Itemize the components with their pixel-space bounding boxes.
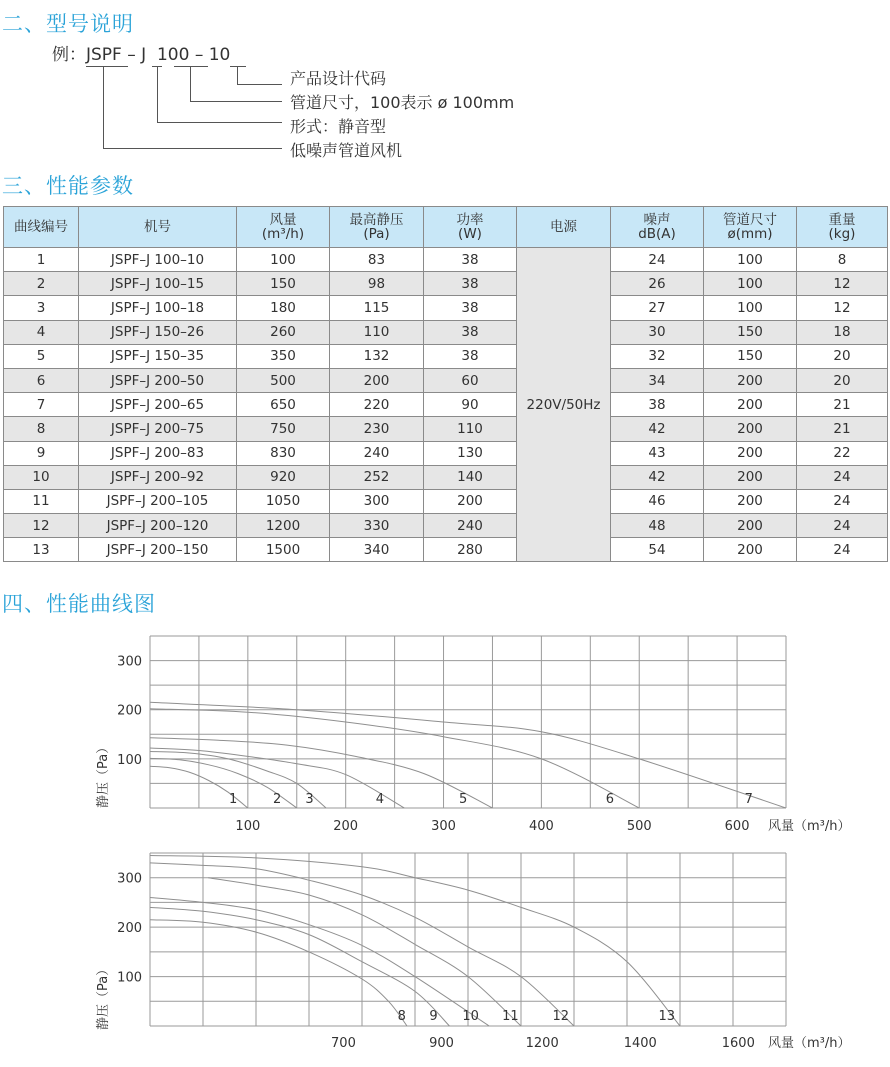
cell-noise: 32 — [611, 344, 704, 368]
cell-pressure: 230 — [330, 417, 424, 441]
x-tick-label: 600 — [724, 819, 750, 834]
cell-pressure: 115 — [330, 296, 424, 320]
cell-weight: 24 — [797, 538, 888, 562]
cell-no: 13 — [4, 538, 79, 562]
cell-weight: 21 — [797, 393, 888, 417]
curve-label-13: 13 — [658, 1009, 676, 1025]
cell-no: 2 — [4, 272, 79, 296]
cell-no: 8 — [4, 417, 79, 441]
y-tick-label: 200 — [117, 703, 142, 719]
y-tick-label: 100 — [117, 970, 142, 986]
cell-airflow: 750 — [237, 417, 330, 441]
cell-duct: 200 — [704, 489, 797, 513]
y-tick-label: 100 — [117, 752, 142, 768]
cell-noise: 43 — [611, 441, 704, 465]
curve-label-1: 1 — [229, 792, 238, 808]
cell-no: 12 — [4, 514, 79, 538]
curve-label-4: 4 — [375, 792, 385, 808]
cell-power: 90 — [424, 393, 517, 417]
cell-duct: 200 — [704, 538, 797, 562]
cell-duct: 200 — [704, 441, 797, 465]
cell-airflow: 1500 — [237, 538, 330, 562]
x-tick-label: 300 — [431, 819, 456, 834]
cell-no: 5 — [4, 344, 79, 368]
cell-noise: 46 — [611, 489, 704, 513]
col-header-power-supply: 电源 — [517, 207, 611, 248]
cell-duct: 200 — [704, 417, 797, 441]
curve-label-2: 2 — [273, 792, 282, 808]
section-heading-curves: 四、性能曲线图 — [2, 592, 156, 616]
cell-pressure: 132 — [330, 344, 424, 368]
desc-form: 形式：静音型 — [290, 117, 387, 136]
cell-duct: 150 — [704, 344, 797, 368]
cell-power: 130 — [424, 441, 517, 465]
cell-weight: 24 — [797, 489, 888, 513]
cell-model: JSPF–J 100–10 — [79, 248, 237, 272]
cell-weight: 12 — [797, 272, 888, 296]
cell-airflow: 650 — [237, 393, 330, 417]
cell-weight: 20 — [797, 368, 888, 392]
cell-duct: 100 — [704, 296, 797, 320]
curve-label-5: 5 — [458, 792, 468, 808]
cell-weight: 18 — [797, 320, 888, 344]
chart1-ylabel: 静压（Pa） — [96, 740, 111, 808]
cell-pressure: 200 — [330, 368, 424, 392]
cell-pressure: 110 — [330, 320, 424, 344]
cell-noise: 42 — [611, 417, 704, 441]
cell-noise: 34 — [611, 368, 704, 392]
curve-label-6: 6 — [605, 792, 615, 808]
cell-no: 11 — [4, 489, 79, 513]
col-header-model: 机号 — [79, 207, 237, 248]
cell-model: JSPF–J 200–75 — [79, 417, 237, 441]
curve-label-9: 9 — [429, 1009, 438, 1025]
cell-no: 10 — [4, 465, 79, 489]
cell-pressure: 83 — [330, 248, 424, 272]
x-tick-label: 100 — [235, 819, 261, 834]
x-tick-label: 900 — [429, 1036, 454, 1051]
cell-pressure: 330 — [330, 514, 424, 538]
example-code: JSPF – J 100 – 10 — [86, 45, 231, 65]
desc-duct-size: 管道尺寸，100表示 ø 100mm — [290, 93, 515, 112]
cell-no: 4 — [4, 320, 79, 344]
curve-5 — [150, 738, 493, 808]
curve-label-11: 11 — [502, 1009, 519, 1025]
cell-duct: 200 — [704, 368, 797, 392]
cell-noise: 54 — [611, 538, 704, 562]
cell-power-supply: 220V/50Hz — [517, 248, 611, 562]
cell-model: JSPF–J 200–105 — [79, 489, 237, 513]
chart2-xlabel: 风量（m³/h） — [768, 1036, 851, 1051]
curve-8 — [150, 920, 407, 1026]
cell-noise: 38 — [611, 393, 704, 417]
col-header-max-pressure: 最高静压 (Pa) — [330, 207, 424, 248]
x-tick-label: 1200 — [525, 1036, 559, 1051]
example-label: 例： — [52, 45, 86, 65]
cell-duct: 100 — [704, 248, 797, 272]
cell-airflow: 1050 — [237, 489, 330, 513]
curve-label-3: 3 — [305, 792, 314, 808]
cell-model: JSPF–J 200–120 — [79, 514, 237, 538]
cell-model: JSPF–J 100–15 — [79, 272, 237, 296]
cell-airflow: 260 — [237, 320, 330, 344]
cell-pressure: 98 — [330, 272, 424, 296]
cell-pressure: 340 — [330, 538, 424, 562]
curve-label-12: 12 — [552, 1009, 570, 1025]
cell-power: 60 — [424, 368, 517, 392]
cell-no: 1 — [4, 248, 79, 272]
cell-power: 38 — [424, 296, 517, 320]
cell-weight: 20 — [797, 344, 888, 368]
cell-power: 200 — [424, 489, 517, 513]
section-heading-model: 二、型号说明 — [2, 12, 134, 36]
curve-label-8: 8 — [397, 1009, 406, 1025]
col-header-power: 功率 (W) — [424, 207, 517, 248]
cell-pressure: 240 — [330, 441, 424, 465]
cell-model: JSPF–J 200–150 — [79, 538, 237, 562]
x-tick-label: 200 — [333, 819, 359, 834]
cell-no: 6 — [4, 368, 79, 392]
cell-pressure: 252 — [330, 465, 424, 489]
cell-no: 9 — [4, 441, 79, 465]
cell-airflow: 1200 — [237, 514, 330, 538]
cell-power: 38 — [424, 344, 517, 368]
y-tick-label: 300 — [117, 654, 142, 670]
x-tick-label: 500 — [626, 819, 652, 834]
x-tick-label: 1600 — [721, 1036, 755, 1051]
cell-noise: 24 — [611, 248, 704, 272]
cell-weight: 24 — [797, 465, 888, 489]
cell-noise: 30 — [611, 320, 704, 344]
chart2-ylabel: 静压（Pa） — [96, 962, 111, 1030]
cell-duct: 100 — [704, 272, 797, 296]
cell-duct: 200 — [704, 393, 797, 417]
x-tick-label: 400 — [528, 819, 554, 834]
curve-label-10: 10 — [462, 1009, 479, 1025]
y-tick-label: 200 — [117, 921, 142, 937]
col-header-duct-size: 管道尺寸 ø(mm) — [704, 207, 797, 248]
cell-weight: 21 — [797, 417, 888, 441]
cell-duct: 200 — [704, 514, 797, 538]
x-tick-label: 1400 — [623, 1036, 657, 1051]
cell-power: 38 — [424, 320, 517, 344]
cell-model: JSPF–J 200–50 — [79, 368, 237, 392]
cell-weight: 12 — [797, 296, 888, 320]
cell-pressure: 300 — [330, 489, 424, 513]
desc-type: 低噪声管道风机 — [290, 141, 403, 160]
cell-noise: 42 — [611, 465, 704, 489]
cell-airflow: 920 — [237, 465, 330, 489]
cell-model: JSPF–J 200–92 — [79, 465, 237, 489]
cell-noise: 26 — [611, 272, 704, 296]
section-heading-performance: 三、性能参数 — [2, 174, 134, 198]
desc-design-code: 产品设计代码 — [290, 69, 387, 88]
chart1-xlabel: 风量（m³/h） — [768, 819, 851, 834]
curve-7 — [150, 702, 786, 808]
x-tick-label: 700 — [331, 1036, 356, 1051]
cell-pressure: 220 — [330, 393, 424, 417]
cell-model: JSPF–J 200–83 — [79, 441, 237, 465]
col-header-noise: 噪声 dB(A) — [611, 207, 704, 248]
cell-power: 110 — [424, 417, 517, 441]
curve-label-7: 7 — [744, 792, 753, 808]
cell-duct: 150 — [704, 320, 797, 344]
cell-model: JSPF–J 150–26 — [79, 320, 237, 344]
cell-model: JSPF–J 150–35 — [79, 344, 237, 368]
cell-power: 280 — [424, 538, 517, 562]
cell-weight: 22 — [797, 441, 888, 465]
cell-airflow: 350 — [237, 344, 330, 368]
cell-airflow: 830 — [237, 441, 330, 465]
cell-weight: 24 — [797, 514, 888, 538]
y-tick-label: 300 — [117, 871, 142, 887]
col-header-weight: 重量 (kg) — [797, 207, 888, 248]
cell-airflow: 180 — [237, 296, 330, 320]
cell-noise: 27 — [611, 296, 704, 320]
cell-duct: 200 — [704, 465, 797, 489]
col-header-airflow: 风量 (m³/h) — [237, 207, 330, 248]
cell-weight: 8 — [797, 248, 888, 272]
cell-model: JSPF–J 200–65 — [79, 393, 237, 417]
cell-model: JSPF–J 100–18 — [79, 296, 237, 320]
cell-airflow: 150 — [237, 272, 330, 296]
cell-power: 240 — [424, 514, 517, 538]
cell-airflow: 500 — [237, 368, 330, 392]
cell-power: 38 — [424, 248, 517, 272]
cell-power: 38 — [424, 272, 517, 296]
cell-power: 140 — [424, 465, 517, 489]
curve-10 — [150, 898, 489, 1027]
cell-airflow: 100 — [237, 248, 330, 272]
col-header-curve-no: 曲线编号 — [4, 207, 79, 248]
cell-no: 7 — [4, 393, 79, 417]
cell-noise: 48 — [611, 514, 704, 538]
cell-no: 3 — [4, 296, 79, 320]
